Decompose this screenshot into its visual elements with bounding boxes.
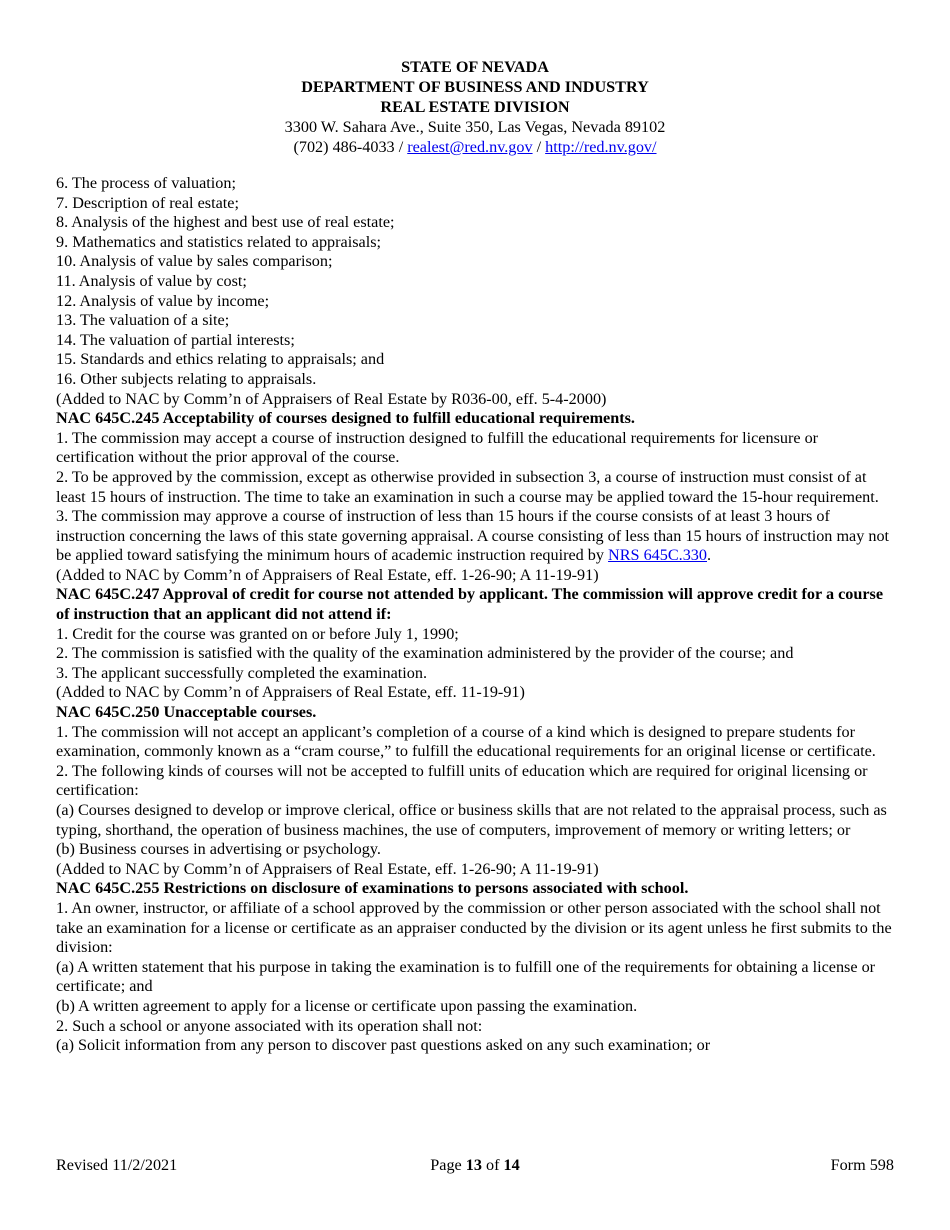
division-name: REAL ESTATE DIVISION	[380, 98, 570, 116]
state-name: STATE OF NEVADA	[401, 58, 549, 76]
paragraph: (a) Courses designed to develop or improve clerical, office or business skills that are not related to the appraisal process, such as typing, shorthand, the operation of business machines, the use of computers, improvement of memory or writing letters; or	[56, 801, 887, 839]
paragraph: 1. An owner, instructor, or affiliate of a school approved by the commission or other person associated with the school shall not take an examination for a license or certificate as an appraiser conducted by the division or its agent unless he first submits to the division:	[56, 898, 892, 957]
paragraph: 2. Such a school or anyone associated with its operation shall not:	[56, 1016, 483, 1035]
history-note: (Added to NAC by Comm’n of Appraisers of Real Estate, eff. 1-26-90; A 11-19-91)	[56, 859, 599, 878]
form-number: Form 598	[830, 1156, 894, 1174]
section-heading-250: NAC 645C.250 Unacceptable courses.	[56, 703, 317, 722]
email-link[interactable]: realest@red.nv.gov	[407, 138, 533, 156]
history-note: (Added to NAC by Comm’n of Appraisers of Real Estate, eff. 11-19-91)	[56, 683, 525, 702]
list-item: 13. The valuation of a site;	[56, 311, 230, 330]
paragraph: (b) A written agreement to apply for a license or certificate upon passing the examination.	[56, 996, 638, 1015]
paragraph: (b) Business courses in advertising or psychology.	[56, 840, 381, 859]
paragraph: (a) Solicit information from any person to discover past questions asked on any such examination; or	[56, 1036, 711, 1055]
paragraph: 1. The commission will not accept an applicant’s completion of a course of a kind which is designed to prepare students for examination, commonly known as a “cram course,” to fulfill the educational requirements for an original license or certificate.	[56, 722, 876, 761]
separator: /	[532, 138, 546, 156]
list-item: 16. Other subjects relating to appraisals.	[56, 369, 317, 388]
list-item: 10. Analysis of value by sales comparison;	[56, 252, 333, 271]
paragraph: 2. To be approved by the commission, except as otherwise provided in subsection 3, a course of instruction must consist of at least 15 hours of instruction. The time to take an examination in such a course may be applied toward the 15-hour requirement.	[56, 467, 879, 506]
list-item: 9. Mathematics and statistics related to appraisals;	[56, 232, 382, 251]
section-heading-245: NAC 645C.245 Acceptability of courses designed to fulfill educational requirements.	[56, 409, 635, 428]
section-heading-247: NAC 645C.247 Approval of credit for course not attended by applicant. The commission will approve credit for a course of instruction that an applicant did not attend if:	[56, 585, 884, 624]
paragraph	[56, 507, 898, 566]
current-page: 13	[465, 1156, 482, 1174]
website-link[interactable]: http://red.nv.gov/	[545, 138, 657, 156]
address: 3300 W. Sahara Ave., Suite 350, Las Vegas, Nevada 89102	[284, 118, 666, 136]
paragraph: 2. The commission is satisfied with the quality of the examination administered by the provider of the course; and	[56, 644, 794, 663]
paragraph: 1. Credit for the course was granted on or before July 1, 1990;	[56, 624, 459, 643]
list-item: 7. Description of real estate;	[56, 193, 239, 212]
list-item: 6. The process of valuation;	[56, 174, 236, 192]
paragraph: (a) A written statement that his purpose in taking the examination is to fulfill one of the requirements for obtaining a license or certificate; and	[56, 957, 876, 996]
list-item: 15. Standards and ethics relating to appraisals; and	[56, 350, 385, 369]
page-label: Page	[430, 1156, 466, 1174]
list-item: 12. Analysis of value by income;	[56, 291, 270, 310]
list-item: 14. The valuation of partial interests;	[56, 330, 295, 349]
separator: /	[394, 138, 408, 156]
paragraph: 1. The commission may accept a course of instruction designed to fulfill the educational requirements for licensure or certification without the prior approval of the course.	[56, 428, 819, 467]
letterhead	[0, 57, 950, 157]
history-note: (Added to NAC by Comm’n of Appraisers of Real Estate, eff. 1-26-90; A 11-19-91)	[56, 565, 599, 584]
list-item: 11. Analysis of value by cost;	[56, 271, 247, 290]
paragraph: 3. The applicant successfully completed the examination.	[56, 663, 428, 682]
paragraph-text: 3. The commission may approve a course of instruction of less than 15 hours if the course consists of at least 3 hours of instruction concerning the laws of this state governing appraisal. A course consisting of less than 15 hours of instruction may not be applied toward satisfying the minimum hours of academic instruction required by	[56, 507, 890, 565]
history-note: (Added to NAC by Comm’n of Appraisers of Real Estate by R036-00, eff. 5-4-2000)	[56, 389, 607, 408]
contact-line	[0, 137, 950, 157]
department-name: DEPARTMENT OF BUSINESS AND INDUSTRY	[301, 78, 649, 96]
list-item: 8. Analysis of the highest and best use of real estate;	[56, 213, 395, 232]
document-body	[56, 174, 898, 1056]
paragraph: 2. The following kinds of courses will not be accepted to fulfill units of education which are required for original licensing or certification:	[56, 761, 868, 800]
of-label: of	[481, 1156, 504, 1174]
paragraph-text: .	[707, 546, 712, 565]
revised-date: Revised 11/2/2021	[56, 1156, 178, 1174]
page-number	[56, 1155, 894, 1175]
total-pages: 14	[503, 1156, 520, 1174]
phone: (702) 486-4033	[293, 138, 395, 156]
nrs-645c330-link[interactable]: NRS 645C.330	[608, 546, 707, 565]
section-heading-255: NAC 645C.255 Restrictions on disclosure of examinations to persons associated with school.	[56, 879, 689, 898]
